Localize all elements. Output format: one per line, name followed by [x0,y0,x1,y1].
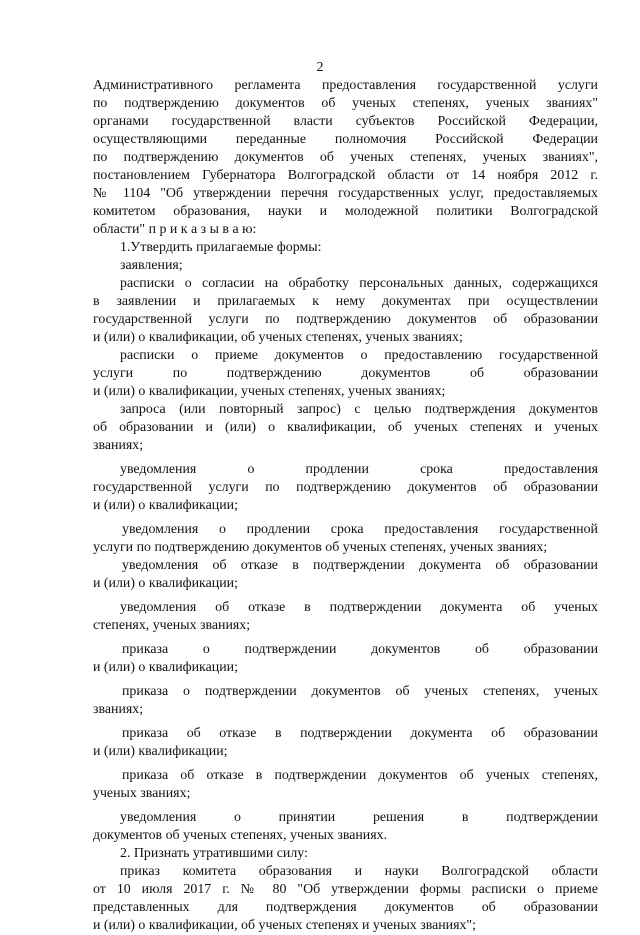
text-line: уведомления об отказе в подтверждении документа об образовании [122,558,598,573]
text-line: приказа об отказе в подтверждении документа об образовании [122,726,598,741]
text-line: документов об ученых степенях, ученых званиях. [93,828,388,843]
text-line: постановлением Губернатора Волгоградской области от 14 ноября 2012 г. [93,168,598,183]
text-line: расписки о приеме документов о предоставлению государственной [120,348,598,363]
text-line: услуги по подтверждению документов об образовании [93,366,598,381]
text-line: приказ комитета образования и науки Волгоградской области [120,864,598,879]
text-line: и (или) о квалификации; [93,498,238,513]
text-line: званиях; [93,702,144,717]
text-line: уведомления о продлении срока предоставления государственной [122,522,598,537]
text-line: приказа об отказе в подтверждении документов об ученых степенях, [122,768,598,783]
text-line: и (или) о квалификации, об ученых степенях и ученых званиях"; [93,918,476,933]
document-body [93,77,598,935]
text-line: в заявлении и прилагаемых к нему документах при осуществлении [93,294,598,309]
text-line: комитетом образования, науки и молодежной политики Волгоградской [93,204,598,219]
text-line: 1.Утвердить прилагаемые формы: [120,240,322,255]
text-line: по подтверждению документов об ученых степенях, ученых званиях", [93,150,598,165]
text-line: и (или) о квалификации, об ученых степенях, ученых званиях; [93,330,463,345]
text-line: степенях, ученых званиях; [93,618,251,633]
text-line: и (или) о квалификации; [93,660,238,675]
text-line: осуществляющими переданные полномочия Российской Федерации [93,132,598,147]
text-line: и (или) о квалификации; [93,576,238,591]
text-line: по подтверждению документов об ученых степенях, ученых званиях" [93,96,598,111]
text-line: заявления; [120,258,183,273]
text-line: государственной услуги по подтверждению документов об образовании [93,312,598,327]
text-line: приказа о подтверждении документов об ученых степенях, ученых [122,684,598,699]
text-line: уведомления о продлении срока предоставления [120,462,598,477]
page-number: 2 [316,60,324,75]
text-line: представленных для подтверждения документов об образовании [93,900,598,915]
text-line: об образовании и (или) о квалификации, об ученых степенях и ученых [93,420,598,435]
text-line: от 10 июля 2017 г. № 80 "Об утверждении формы расписки о приеме [93,882,598,897]
text-line: 2. Признать утратившими силу: [120,846,308,861]
text-line: уведомления о принятии решения в подтверждении [120,810,598,825]
text-line: запроса (или повторный запрос) с целью подтверждения документов [120,402,598,417]
text-line: и (или) о квалификации, ученых степенях, ученых званиях; [93,384,446,399]
text-line: Административного регламента предоставления государственной услуги [93,78,598,93]
text-line: расписки о согласии на обработку персональных данных, содержащихся [120,276,598,291]
text-line: № 1104 "Об утверждении перечня государственных услуг, предоставляемых [93,186,598,201]
text-line: приказа о подтверждении документов об образовании [122,642,598,657]
text-line: и (или) квалификации; [93,744,228,759]
text-line: званиях; [93,438,144,453]
text-line: области" п р и к а з ы в а ю: [93,222,257,237]
text-line: уведомления об отказе в подтверждении документа об ученых [120,600,598,615]
text-line: ученых званиях; [93,786,191,801]
text-line: услуги по подтверждению документов об ученых степенях, ученых званиях; [93,540,548,555]
text-line: органами государственной власти субъектов Российской Федерации, [93,114,598,129]
text-line: государственной услуги по подтверждению документов об образовании [93,480,598,495]
